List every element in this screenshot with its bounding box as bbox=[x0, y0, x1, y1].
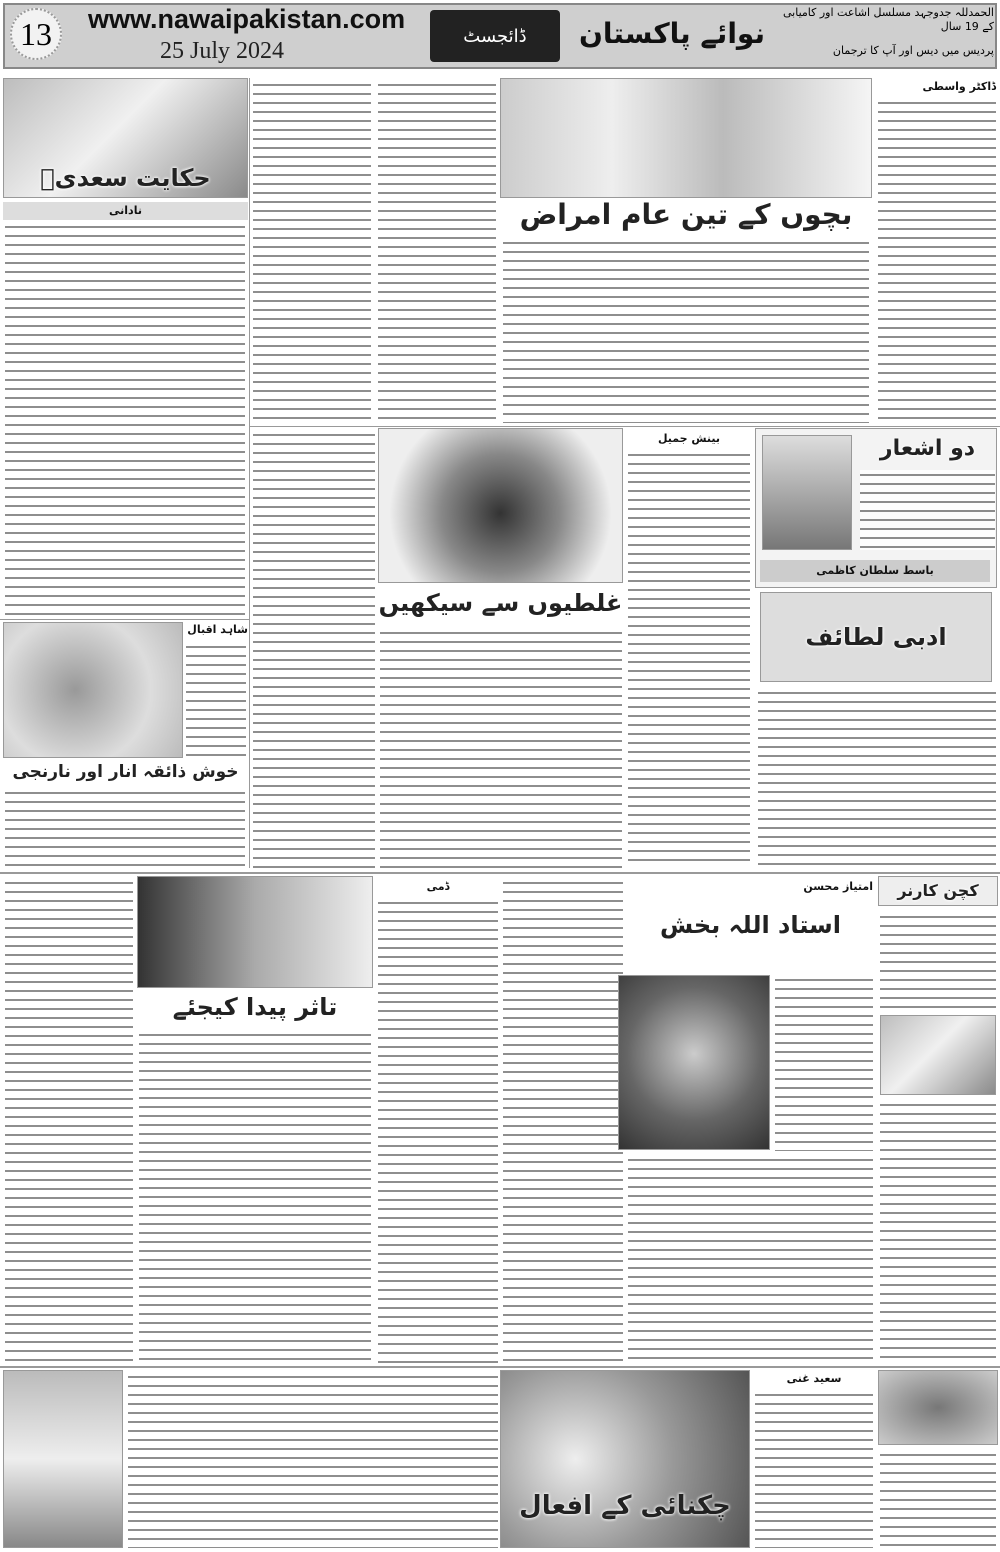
fats-byline: سعید غنی bbox=[786, 1372, 842, 1385]
kitchen-body-3 bbox=[880, 1450, 996, 1548]
column-text bbox=[5, 878, 133, 1363]
tagline: الحمدللہ جدوجہد مسلسل اشاعت اور کامیابی کے 19 سال bbox=[782, 6, 994, 33]
ustad-body-2 bbox=[628, 1155, 873, 1363]
pomegranate-headline: خوش ذائقہ انار اور نارنجی bbox=[12, 762, 239, 782]
children-headline: بچوں کے تین عام امراض bbox=[519, 198, 853, 231]
fats-body-2 bbox=[755, 1390, 873, 1548]
row-rule bbox=[0, 1366, 1000, 1368]
dummy-body bbox=[378, 898, 498, 1363]
ustad-headline: استاد اللہ بخش bbox=[660, 911, 841, 939]
children-body bbox=[503, 238, 869, 423]
benish-body bbox=[628, 450, 750, 868]
saadi-subhead: نادانی bbox=[3, 202, 248, 220]
kitchen-image bbox=[880, 1015, 996, 1095]
poet-photo bbox=[762, 435, 852, 550]
mistakes-headline: غلطیوں سے سیکھیں bbox=[378, 589, 623, 617]
pomegranate-body-2 bbox=[5, 788, 245, 868]
oil-image bbox=[3, 1370, 123, 1548]
mistakes-body bbox=[380, 628, 622, 868]
impression-body bbox=[139, 1030, 371, 1363]
tagline-secondary: پردیس میں دیس اور آپ کا ترجمان bbox=[832, 44, 994, 57]
dummy-byline: ڈمی bbox=[426, 880, 450, 893]
poetry-verses bbox=[860, 470, 995, 550]
newspaper-title: نوائے پاکستان bbox=[579, 17, 765, 50]
poetry-headline: دو اشعار bbox=[879, 436, 976, 461]
handshake-image bbox=[137, 876, 373, 988]
fats-body bbox=[128, 1372, 498, 1548]
column-text bbox=[253, 430, 375, 870]
dr-wasti-byline: ڈاکٹر واسطی bbox=[922, 80, 996, 93]
mistakes-image bbox=[378, 428, 623, 583]
kitchen-dish-image bbox=[878, 1370, 998, 1445]
poet-name: باسط سلطان کاظمی bbox=[760, 560, 990, 582]
lataif-body bbox=[758, 688, 996, 868]
saadi-headline: حکایت سعدیؒ bbox=[40, 164, 211, 192]
row-rule bbox=[0, 619, 249, 620]
dr-wasti-body bbox=[878, 98, 996, 424]
benish-byline: بینش جمیل bbox=[657, 432, 721, 445]
lataif-headline: ادبی لطائف bbox=[805, 623, 947, 651]
ustad-body bbox=[775, 975, 873, 1151]
kitchen-body bbox=[880, 912, 996, 1012]
pomegranate-body bbox=[186, 642, 246, 758]
ustad-photo bbox=[618, 975, 770, 1150]
pomegranate-image bbox=[3, 622, 183, 758]
page-number: 13 bbox=[10, 8, 62, 60]
column-rule bbox=[249, 78, 250, 868]
saadi-body bbox=[5, 222, 245, 615]
column-text bbox=[253, 80, 371, 425]
row-rule bbox=[0, 872, 1000, 874]
kitchen-body-2 bbox=[880, 1100, 996, 1363]
impression-headline: تاثر پیدا کیجئے bbox=[172, 993, 338, 1021]
kitchen-headline: کچن کارنر bbox=[897, 881, 979, 900]
children-image bbox=[500, 78, 872, 198]
section-label: ڈائجسٹ bbox=[430, 10, 560, 62]
pomegranate-byline: شاہد اقبال bbox=[187, 623, 248, 636]
column-text bbox=[378, 80, 496, 425]
ustad-byline: امتیاز محسن bbox=[803, 880, 873, 893]
website-link[interactable]: www.nawaipakistan.com bbox=[88, 4, 406, 34]
column-text bbox=[503, 878, 623, 1363]
row-rule bbox=[250, 426, 1000, 427]
fats-headline: چکنائی کے افعال bbox=[519, 1491, 731, 1521]
issue-date: 25 July 2024 bbox=[160, 38, 285, 64]
